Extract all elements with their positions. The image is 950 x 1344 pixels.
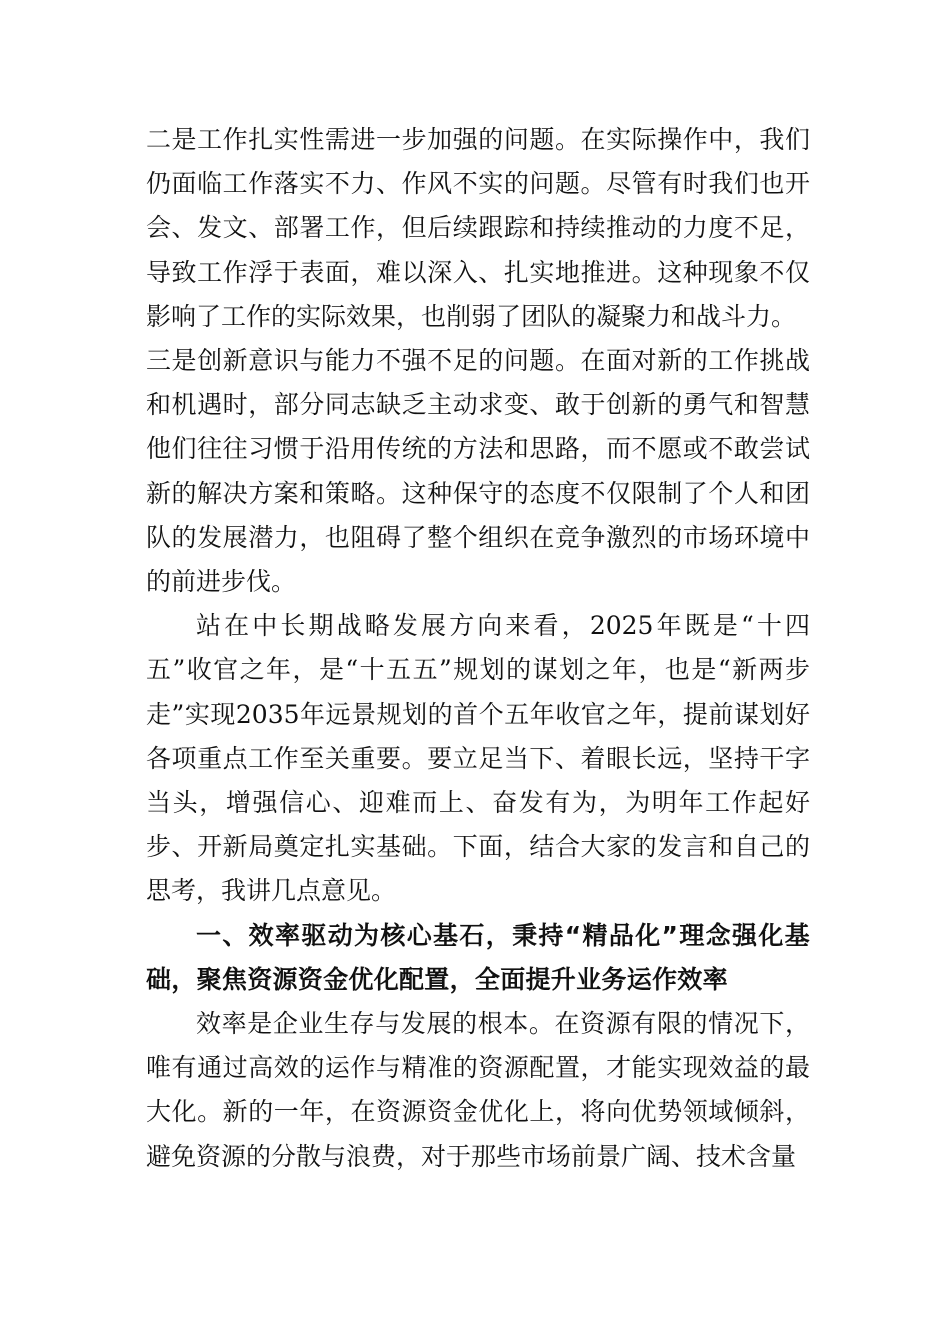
paragraph-strategy: 站在中长期战略发展方向来看，2025年既是“十四五”收官之年，是“十五五”规划的谋划之年，也是“新两步走”实现2035年远景规划的首个五年收官之年，提前谋划好各项重点工作至关重要。要立足当下、着眼长远，坚持干字当头，增强信心、迎难而上、奋发有为，为明年工作起好步、开新局奠定扎实基础。下面，结合大家的发言和自己的思考，我讲几点意见。 xyxy=(146,611,810,906)
paragraph-efficiency: 效率是企业生存与发展的根本。在资源有限的情况下，唯有通过高效的运作与精准的资源配置，才能实现效益的最大化。新的一年，在资源资金优化上，将向优势领域倾斜，避免资源的分散与浪费，对于那些市场前景广阔、技术含量 xyxy=(146,1009,810,1171)
document-body xyxy=(146,118,810,1179)
paragraph-work-solidity: 二是工作扎实性需进一步加强的问题。在实际操作中，我们仍面临工作落实不力、作风不实的问题。尽管有时我们也开会、发文、部署工作，但后续跟踪和持续推动的力度不足，导致工作浮于表面，难以深入、扎实地推进。这种现象不仅影响了工作的实际效果，也削弱了团队的凝聚力和战斗力。 xyxy=(146,125,810,331)
paragraph-innovation: 三是创新意识与能力不强不足的问题。在面对新的工作挑战和机遇时，部分同志缺乏主动求变、敢于创新的勇气和智慧他们往往习惯于沿用传统的方法和思路，而不愿或不敢尝试新的解决方案和策略。这种保守的态度不仅限制了个人和团队的发展潜力，也阻碍了整个组织在竞争激烈的市场环境中的前进步伐。 xyxy=(146,346,810,597)
section-heading-efficiency: 一、效率驱动为核心基石，秉持“精品化”理念强化基础，聚焦资源资金优化配置，全面提升业务运作效率 xyxy=(146,920,810,994)
